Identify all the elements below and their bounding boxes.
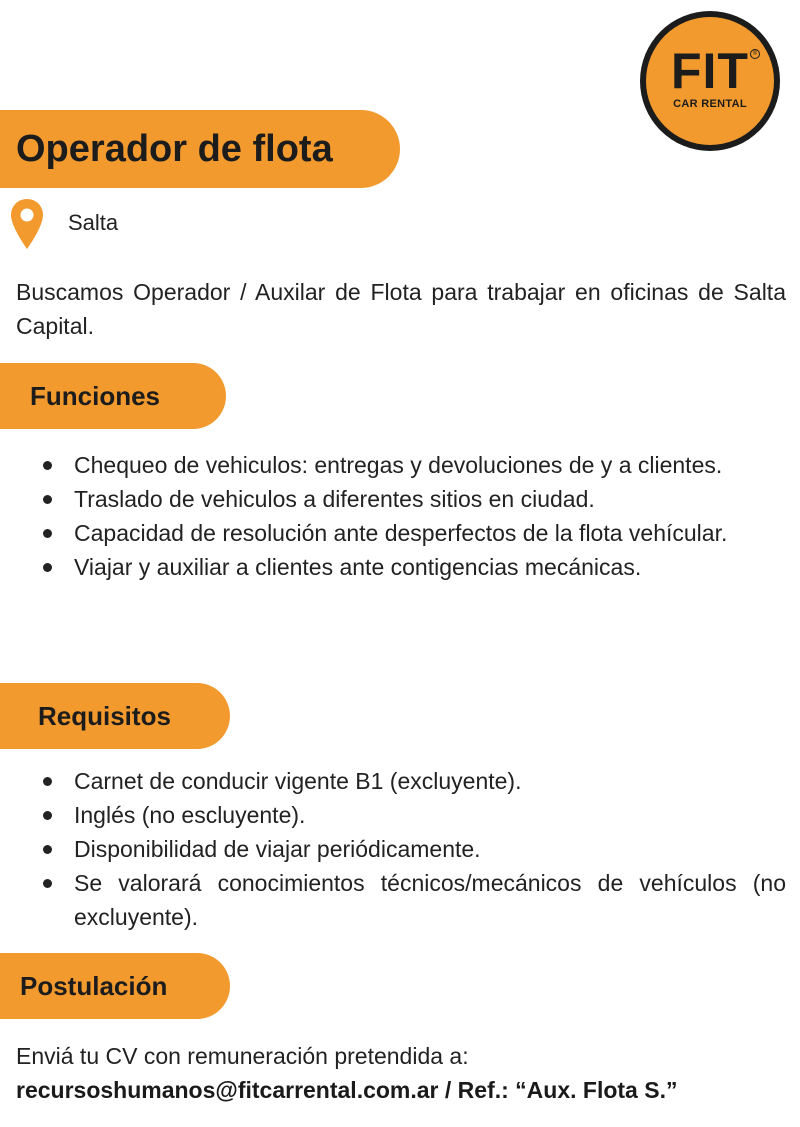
job-title: Operador de flota [16, 127, 333, 170]
section-title: Requisitos [38, 700, 171, 731]
section-header-funciones [0, 363, 226, 429]
list-item: Carnet de conducir vigente B1 (excluyente). [40, 764, 786, 798]
list-item: Inglés (no escluyente). [40, 798, 786, 832]
logo-subtitle: CAR RENTAL [673, 98, 747, 110]
logo-badge [646, 17, 774, 145]
company-logo [640, 11, 780, 151]
logo-brand: FIT [671, 43, 749, 99]
list-item: Viajar y auxiliar a clientes ante contigencias mecánicas. [40, 550, 786, 584]
location [10, 198, 118, 250]
location-text: Salta [68, 210, 119, 235]
application-contact: recursoshumanos@fitcarrental.com.ar / Ref.: “Aux. Flota S.” [16, 1077, 678, 1103]
section-title: Funciones [30, 380, 161, 411]
list-item: Chequeo de vehiculos: entregas y devoluciones de y a clientes. [40, 448, 786, 482]
list-item: Capacidad de resolución ante desperfectos de la flota vehícular. [40, 516, 786, 550]
section-header-postulacion [0, 953, 230, 1019]
job-title-banner [0, 110, 400, 188]
registered-mark: ® [750, 49, 760, 59]
requisitos-list [40, 764, 786, 934]
intro-paragraph: Buscamos Operador / Auxilar de Flota para trabajar en oficinas de Salta Capital. [16, 279, 786, 339]
list-item: Traslado de vehiculos a diferentes sitios en ciudad. [40, 482, 786, 516]
section-title: Postulación [20, 970, 168, 1001]
section-header-requisitos [0, 683, 230, 749]
location-pin-icon [10, 198, 44, 250]
application-instructions: Enviá tu CV con remuneración pretendida a: [16, 1043, 469, 1069]
list-item: Disponibilidad de viajar periódicamente. [40, 832, 786, 866]
list-item: Se valorará conocimientos técnicos/mecánicos de vehículos (no excluyente). [40, 866, 786, 934]
funciones-list [40, 448, 786, 584]
